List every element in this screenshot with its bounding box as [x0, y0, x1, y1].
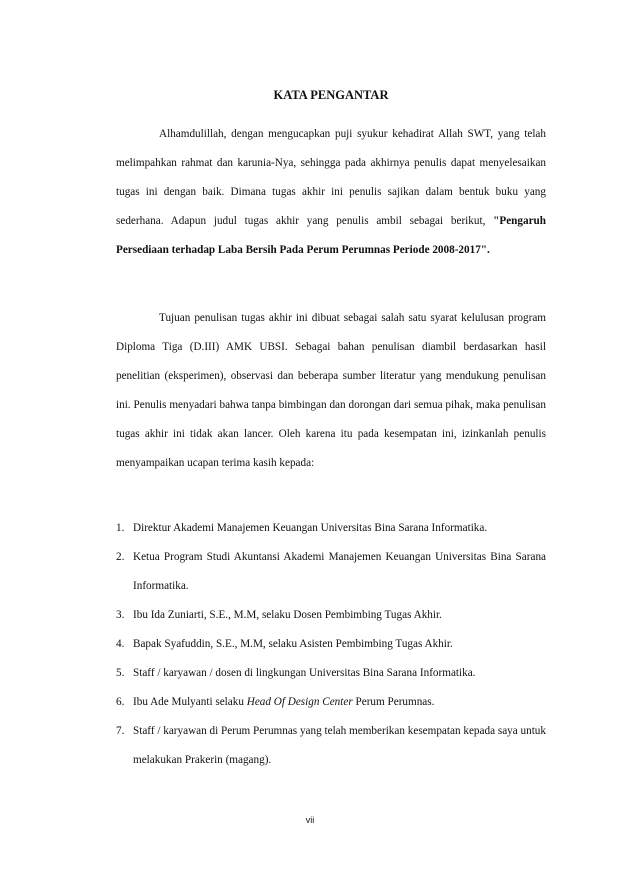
page-number: vii [305, 815, 315, 825]
list-text: Direktur Akademi Manajemen Keuangan Universitas Bina Sarana Informatika. [133, 522, 488, 534]
list-text-italic: Head Of Design Center [246, 696, 353, 708]
list-text-pre: Ibu Ade Mulyanti selaku [133, 696, 247, 708]
list-number: 6. [116, 696, 125, 708]
paragraph-intro-text: Alhamdulillah, dengan mengucapkan puji syukur kehadirat Allah SWT, yang telah melimpahkan rahmat dan karunia-Nya, sehingga pada akhirnya penulis dapat menyelesaikan tugas ini dengan baik. Dimana tugas akhir ini penulis sajikan dalam bentuk buku yang sederhana. Adapun judul tugas akhir yang penulis ambil sebagai berikut, [116, 128, 546, 227]
list-number: 7. [116, 725, 125, 737]
acknowledgement-list [116, 514, 546, 775]
list-number: 4. [116, 638, 125, 650]
list-item [116, 659, 546, 688]
list-item [116, 514, 546, 543]
list-item [116, 630, 546, 659]
list-number: 2. [116, 551, 125, 563]
list-text: Bapak Syafuddin, S.E., M.M, selaku Asisten Pembimbing Tugas Akhir. [133, 638, 453, 650]
list-text-post: Perum Perumnas. [352, 696, 435, 708]
list-item [116, 543, 546, 601]
page-title: KATA PENGANTAR [273, 88, 389, 102]
list-number: 3. [116, 609, 125, 621]
list-number: 5. [116, 667, 125, 679]
paragraph-purpose: Tujuan penulisan tugas akhir ini dibuat sebagai salah satu syarat kelulusan program Diploma Tiga (D.III) AMK UBSI. Sebagai bahan penulisan diambil berdasarkan hasil penelitian (eksperimen), observasi dan beberapa sumber literatur yang mendukung penulisan ini. Penulis menyadari bahwa tanpa bimbingan dan dorongan dari semua pihak, maka penulisan tugas akhir ini tidak akan lancer. Oleh karena itu pada kesempatan ini, izinkanlah penulis menyampaikan ucapan terima kasih kepada: [116, 312, 546, 469]
list-item [116, 717, 546, 775]
list-text: Staff / karyawan di Perum Perumnas yang telah memberikan kesempatan kepada saya untuk melakukan Prakerin (magang). [133, 725, 546, 766]
thesis-title: "Pengaruh Persediaan terhadap Laba Bersih Pada Perum Perumnas Periode 2008-2017". [116, 215, 546, 256]
list-number: 1. [116, 522, 125, 534]
paragraph-intro [116, 120, 546, 265]
list-text: Staff / karyawan / dosen di lingkungan Universitas Bina Sarana Informatika. [133, 667, 476, 679]
list-item [116, 601, 546, 630]
list-text: Ibu Ida Zuniarti, S.E., M.M, selaku Dosen Pembimbing Tugas Akhir. [133, 609, 442, 621]
list-item [116, 688, 546, 717]
list-text: Ketua Program Studi Akuntansi Akademi Manajemen Keuangan Universitas Bina Sarana Informatika. [133, 551, 546, 592]
